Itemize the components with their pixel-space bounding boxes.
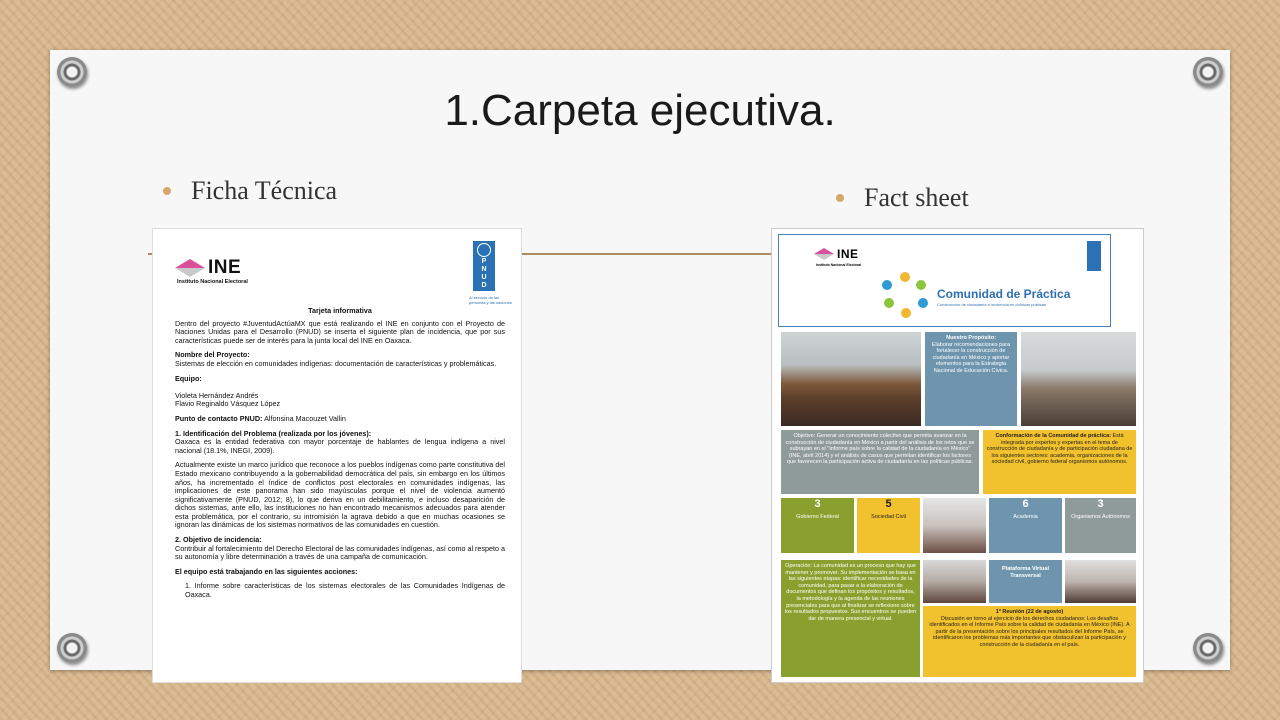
team-member: Violeta Hernández Andrés [175, 390, 259, 400]
thumbtack-icon [1193, 57, 1223, 87]
bullet-fact-sheet [836, 183, 969, 213]
undp-letter: D [481, 281, 487, 289]
undp-letter: P [481, 258, 487, 266]
ine-subtitle: Instituto Nacional Electoral [177, 279, 248, 285]
sector-label: Sociedad Civil [871, 513, 906, 520]
paragraph: Oaxaca es la entidad federativa con mayor porcentaje de hablantes de lengua indígena a nivel nacional (18.1%, INEGI, 2009). [175, 437, 505, 455]
box-title: Nuestro Propósito: [946, 335, 996, 341]
sector-label: Gobierno Federal [796, 513, 839, 520]
box-title: 1ª Reunión (22 de agosto) [995, 609, 1064, 615]
speaker-photo [923, 498, 986, 553]
bullet-ficha-tecnica [163, 176, 337, 206]
label: Punto de contacto PNUD: [175, 413, 263, 423]
thumbtack-icon [57, 633, 87, 663]
sector-count: 3 [1097, 498, 1104, 510]
proposito-box [925, 332, 1017, 426]
meeting-photo [1065, 560, 1136, 603]
contact [175, 415, 505, 424]
ine-subtitle: Instituto Nacional Electoral [816, 263, 862, 267]
box-text: Está integrada por expertos y expertas en el tema de construcción de ciudadanía y de participación ciudadana de los siguientes sectores: academia, organizaciones de la sociedad civil, gobierno federal organismos autónomos. [986, 433, 1133, 466]
ine-wordmark: INE [208, 257, 242, 278]
label: Nombre del Proyecto: [175, 350, 250, 360]
meeting-photo [781, 332, 921, 426]
section-title: 1. Identificación del Problema (realizada por los jóvenes): [175, 428, 372, 438]
sector-sociedad-civil [857, 498, 920, 553]
box-title: Conformación de la Comunidad de práctica: [995, 433, 1111, 439]
section-1 [175, 430, 505, 456]
operacion-box: Operación: La comunidad es un proceso que hay que mantener y promover. Su implementación se basa en las siguientes etapas: identificar necesidades de la comunidad, para pasar a la elaboración de documentos que definan los propósitos y resultados, la metodología y la agenda de las reuniones presenciales para que al finalizar se reflexione sobre los resultados propuestos. Sus encuentros se pueden dar de manera presencial y virtual. [781, 560, 920, 677]
undp-letter: N [481, 265, 487, 273]
document-body [175, 307, 505, 606]
ine-logo [175, 257, 241, 279]
tarjeta-informativa-image [152, 228, 522, 683]
list-item: 1. Informe sobre características de los sistemas electorales de las Comunidades Indígenas de Oaxaca. [185, 581, 505, 600]
reunion-box [923, 606, 1136, 677]
slide-title: 1.Carpeta ejecutiva. [444, 86, 836, 135]
paragraph: Actualmente existe un marco jurídico que reconoce a los pueblos indígenas como parte constitutiva del Estado mexicano contribuyendo a la gobernabilidad democrática del país, sin embargo en los últimos años, ha incrementado el índice de conflictos post electorales en comunidades indígenas, las implicaciones de este panorama han sido mayúsculas porque el nivel de violencia aumentó significativamente (PNUD, 2012; 8), lo que deriva en un debilitamiento, e incluso desaparición de dichos sistemas, ante ello, las instituciones no han encontrado mecanismos adecuados para atender esta problemática, por el contrario, su intromisión la agrava debido a que en muchas ocasiones se ignoran las dinámicas de los sistemas normativos de las comunidades en cuestión. [175, 460, 505, 530]
sector-organismos [1065, 498, 1136, 553]
bullet-dot-icon [836, 194, 844, 202]
team-member: Flavio Reginaldo Vásquez López [175, 399, 281, 409]
ine-mark-icon [814, 248, 834, 260]
conformacion-box [983, 430, 1136, 494]
objetivo-box: Objetivo: Generar un conocimiento colectivo que permita avanzar en la construcción de ciudadanía en México a partir del análisis de los retos que se subrayan en el "Informe país sobre la calidad de la ciudadanía en México" (INE, abril 2014) y el análisis de casos que permitan identificar los factores que favorecen la participación activa de ciudadanía en las políticas públicas. [781, 430, 979, 494]
value: Sistemas de elección en comunidades indígenas: documentación de características y problemáticas. [175, 358, 497, 368]
community-title: Comunidad de Práctica [937, 287, 1071, 301]
document-intro: Dentro del proyecto #JuventudActúaMX que está realizando el INE en conjunto con el Proyecto de Naciones Unidas para el Desarrollo (PNUD) se inserta el siguiente plan de incidencia, que por sus características puede ser de interés para la junta local del INE en Oaxaca. [175, 318, 505, 345]
fact-sheet-image [771, 228, 1144, 683]
sector-gobierno [781, 498, 854, 553]
ine-wordmark: INE [837, 247, 859, 261]
meeting-photo [923, 560, 986, 603]
undp-letter: U [481, 273, 487, 281]
box-text: Discusión en torno al ejercicio de los derechos ciudadanos: Los desafíos identificados en el Informe País sobre la calidad de ciudadanía en México (INE). A partir de la presentación sobre los principales resultados del Informe País, se identificaron los problemas más importantes que obstaculizan la participación y construcción de la ciudadanía en el país. [929, 615, 1130, 648]
sector-academia [989, 498, 1062, 553]
bullet-dot-icon [163, 187, 171, 195]
document-heading: Tarjeta informativa [308, 306, 372, 315]
community-ring-icon [880, 272, 932, 320]
value: Alfonsina Macouzet Vallin [264, 413, 346, 423]
undp-logo [1087, 241, 1101, 271]
team [175, 375, 505, 409]
box-text: Elaborar recomendaciones para fortalecer la construcción de ciudadanía en México y aportar elementos para la Estrategia Nacional de Educación Cívica. [931, 341, 1011, 374]
sector-label: Academia [1013, 513, 1038, 520]
section-2 [175, 536, 505, 562]
thumbtack-icon [1193, 633, 1223, 663]
ine-logo [814, 247, 859, 261]
section-title: El equipo está trabajando en las siguientes acciones: [175, 566, 358, 576]
sector-count: 3 [814, 498, 821, 510]
undp-tagline: Al servicio de las personas y las naciones [469, 295, 512, 305]
sector-label: Organismos Autónomos [1071, 513, 1130, 520]
fact-sheet-header [778, 234, 1111, 327]
bullet-label: Fact sheet [864, 183, 969, 212]
project-name [175, 351, 505, 368]
section-title: 2. Objetivo de incidencia: [175, 535, 262, 545]
paragraph: Contribuir al fortalecimiento del Derecho Electoral de las comunidades indígenas, así como al respeto a su autonomía y libre determinación a través de una campaña de comunicación. [175, 543, 506, 562]
meeting-photo [1021, 332, 1136, 426]
un-globe-icon [477, 243, 491, 257]
bullet-label: Ficha Técnica [191, 176, 338, 205]
ine-mark-icon [175, 259, 205, 277]
undp-logo [473, 241, 495, 291]
plataforma-box: Plataforma Virtual Transversal [989, 560, 1062, 603]
sector-count: 6 [1022, 498, 1029, 510]
label: Equipo: [175, 373, 202, 383]
sector-count: 5 [885, 498, 892, 510]
thumbtack-icon [57, 57, 87, 87]
community-subtitle: Construcción de ciudadanía e incidencia en políticas públicas [937, 302, 1046, 307]
section-3 [175, 568, 505, 577]
